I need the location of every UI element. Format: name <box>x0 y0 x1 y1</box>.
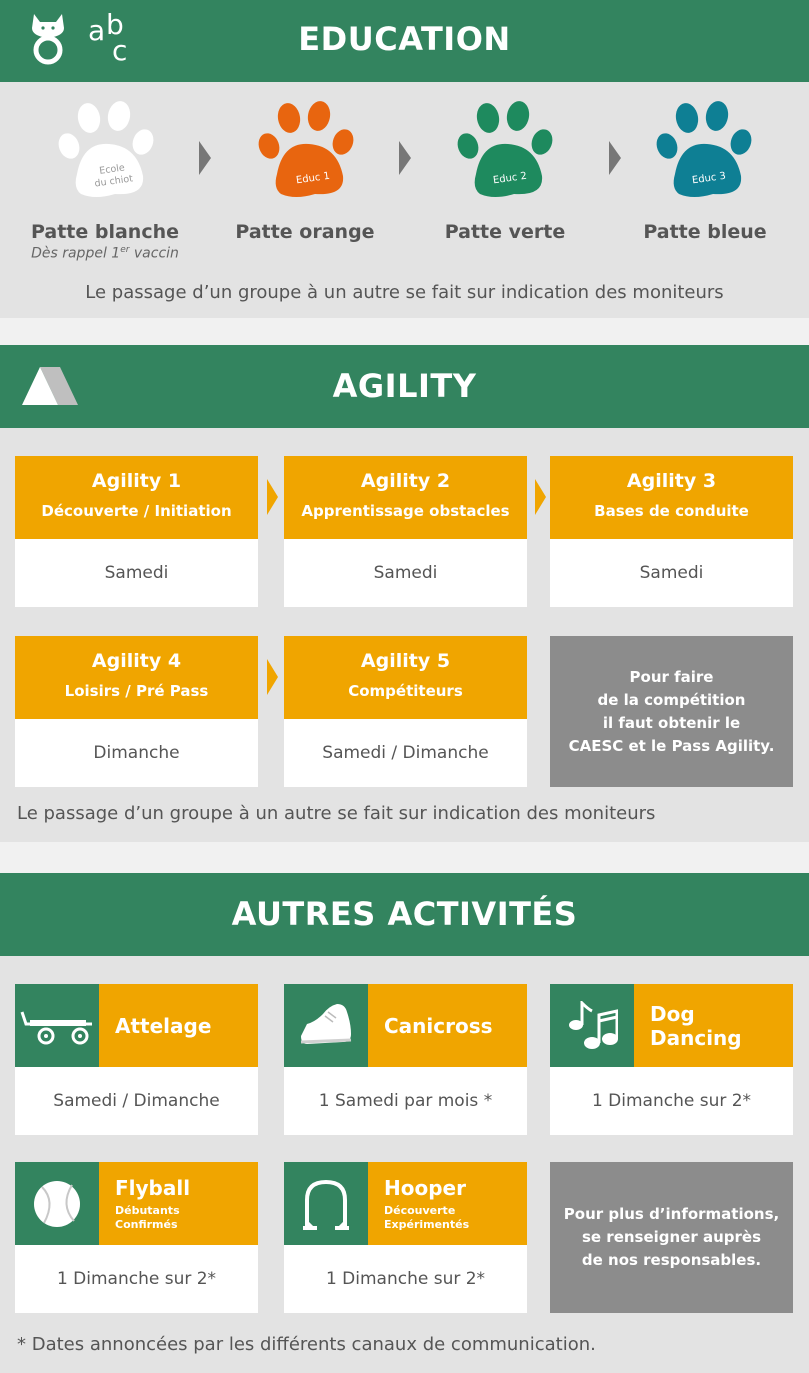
activity-head <box>15 984 258 1067</box>
paw-green-icon <box>454 100 556 200</box>
activity-level: Confirmés <box>115 1218 178 1231</box>
section-gap <box>0 318 809 345</box>
activity-head <box>550 984 793 1067</box>
agility-info-line: il faut obtenir le <box>602 713 741 732</box>
activity-name: Hooper <box>384 1176 466 1200</box>
arrow-right-icon <box>267 479 278 515</box>
activity-name: Canicross <box>384 1013 493 1038</box>
activity-icon-box <box>284 1162 368 1245</box>
autres-info-line: se renseigner auprès <box>581 1228 762 1246</box>
education-note: Le passage d’un groupe à un autre se fait sur indication des moniteurs <box>85 282 724 303</box>
activity-schedule: 1 Dimanche sur 2* <box>15 1245 258 1313</box>
ball-icon <box>32 1179 82 1229</box>
agility-card-day: Samedi <box>15 539 258 607</box>
paw-blue-badge: Educ 3 <box>691 170 727 187</box>
activity-level: Débutants <box>115 1204 180 1217</box>
agility-card-subtitle: Compétiteurs <box>348 682 463 700</box>
activity-card-canicross <box>284 984 527 1135</box>
agility-card-head <box>284 636 527 719</box>
agility-card-title: Agility 1 <box>91 470 182 492</box>
agility-card-day: Samedi <box>284 539 527 607</box>
arrow-right-icon <box>535 479 546 515</box>
activity-level: Découverte <box>384 1204 456 1217</box>
hoop-icon <box>301 1178 351 1230</box>
agility-card-subtitle: Loisirs / Pré Pass <box>64 682 209 700</box>
agility-card-subtitle: Découverte / Initiation <box>41 502 232 520</box>
activity-card-flyball <box>15 1162 258 1313</box>
arrow-right-icon <box>267 659 278 695</box>
music-notes-icon <box>566 1001 618 1051</box>
activity-title-box <box>368 1162 527 1245</box>
agility-card-head <box>15 636 258 719</box>
agility-card-head <box>284 456 527 539</box>
agility-note: Le passage d’un groupe à un autre se fait sur indication des moniteurs <box>17 803 656 824</box>
agility-card-3 <box>550 456 793 607</box>
agility-card-head <box>550 456 793 539</box>
agility-card-title: Agility 3 <box>626 470 717 492</box>
activity-head <box>284 984 527 1067</box>
agility-card-1 <box>15 456 258 607</box>
agility-info-box <box>550 636 793 787</box>
education-header <box>0 0 809 82</box>
paw-white-badge-line1: Ecole <box>98 162 126 177</box>
activity-schedule: 1 Dimanche sur 2* <box>284 1245 527 1313</box>
activity-icon-box <box>284 984 368 1067</box>
autres-info-line: de nos responsables. <box>581 1251 762 1269</box>
agility-info-line: de la compétition <box>597 690 746 709</box>
paw-white-sub <box>5 245 205 262</box>
autres-info-box <box>550 1162 793 1313</box>
paw-label: Patte orange <box>235 221 375 243</box>
footnote: * Dates annoncées par les différents canaux de communication. <box>17 1334 596 1355</box>
cart-icon <box>20 1006 94 1046</box>
paw-label: Patte blanche <box>30 221 180 243</box>
activity-card-dog-dancing <box>550 984 793 1135</box>
activity-schedule: 1 Dimanche sur 2* <box>550 1067 793 1135</box>
agility-card-head <box>15 456 258 539</box>
agility-card-day: Dimanche <box>15 719 258 787</box>
abc-logo: a b c <box>88 8 128 67</box>
paw-white-sub-sup: er <box>120 245 130 255</box>
agility-title: AGILITY <box>332 367 477 405</box>
activity-schedule: Samedi / Dimanche <box>15 1067 258 1135</box>
agility-card-day: Samedi / Dimanche <box>284 719 527 787</box>
activity-card-hooper <box>284 1162 527 1313</box>
paw-blue-icon <box>653 100 755 200</box>
activity-icon-box <box>15 984 99 1067</box>
activity-level: Expérimentés <box>384 1218 470 1231</box>
activity-title-box <box>99 1162 258 1245</box>
paw-green-badge: Educ 2 <box>492 170 528 187</box>
paw-label: Patte verte <box>444 221 566 243</box>
agility-card-subtitle: Apprentissage obstacles <box>301 502 510 520</box>
activity-title-box <box>99 984 258 1067</box>
paw-white-sub-prefix: Dès rappel 1 <box>31 245 121 262</box>
autres-title: AUTRES ACTIVITÉS <box>231 895 578 933</box>
paw-white-badge-line2: du chiot <box>93 173 134 190</box>
activity-name: Flyball <box>115 1176 191 1200</box>
paw-label: Patte bleue <box>643 221 767 243</box>
agility-card-4 <box>15 636 258 787</box>
activity-schedule: 1 Samedi par mois * <box>284 1067 527 1135</box>
activity-icon-box <box>550 984 634 1067</box>
paw-orange-badge: Educ 1 <box>295 170 331 187</box>
autres-info-line: Pour plus d’informations, <box>563 1205 780 1223</box>
chevron-right-icon <box>399 141 411 175</box>
activity-title-box <box>368 984 527 1067</box>
agility-header <box>0 345 809 428</box>
agility-card-2 <box>284 456 527 607</box>
activity-name: Dog Dancing <box>650 1001 742 1050</box>
activity-head <box>284 1162 527 1245</box>
agility-info-line: Pour faire <box>629 667 714 686</box>
agility-card-5 <box>284 636 527 787</box>
agility-card-title: Agility 4 <box>91 650 182 672</box>
activity-head <box>15 1162 258 1245</box>
agility-card-title: Agility 2 <box>360 470 451 492</box>
education-title: EDUCATION <box>298 20 511 58</box>
section-gap <box>0 842 809 873</box>
paw-white-sub-suffix: vaccin <box>129 245 179 262</box>
activity-icon-box <box>15 1162 99 1245</box>
activity-title-box <box>634 984 793 1067</box>
agility-info-line: CAESC et le Pass Agility. <box>568 736 775 755</box>
activity-card-attelage <box>15 984 258 1135</box>
shoe-icon <box>297 1002 355 1050</box>
activity-name: Attelage <box>115 1013 212 1038</box>
chevron-right-icon <box>199 141 211 175</box>
agility-card-day: Samedi <box>550 539 793 607</box>
chevron-right-icon <box>609 141 621 175</box>
autres-header <box>0 873 809 956</box>
agility-card-subtitle: Bases de conduite <box>594 502 749 520</box>
agility-card-title: Agility 5 <box>360 650 451 672</box>
